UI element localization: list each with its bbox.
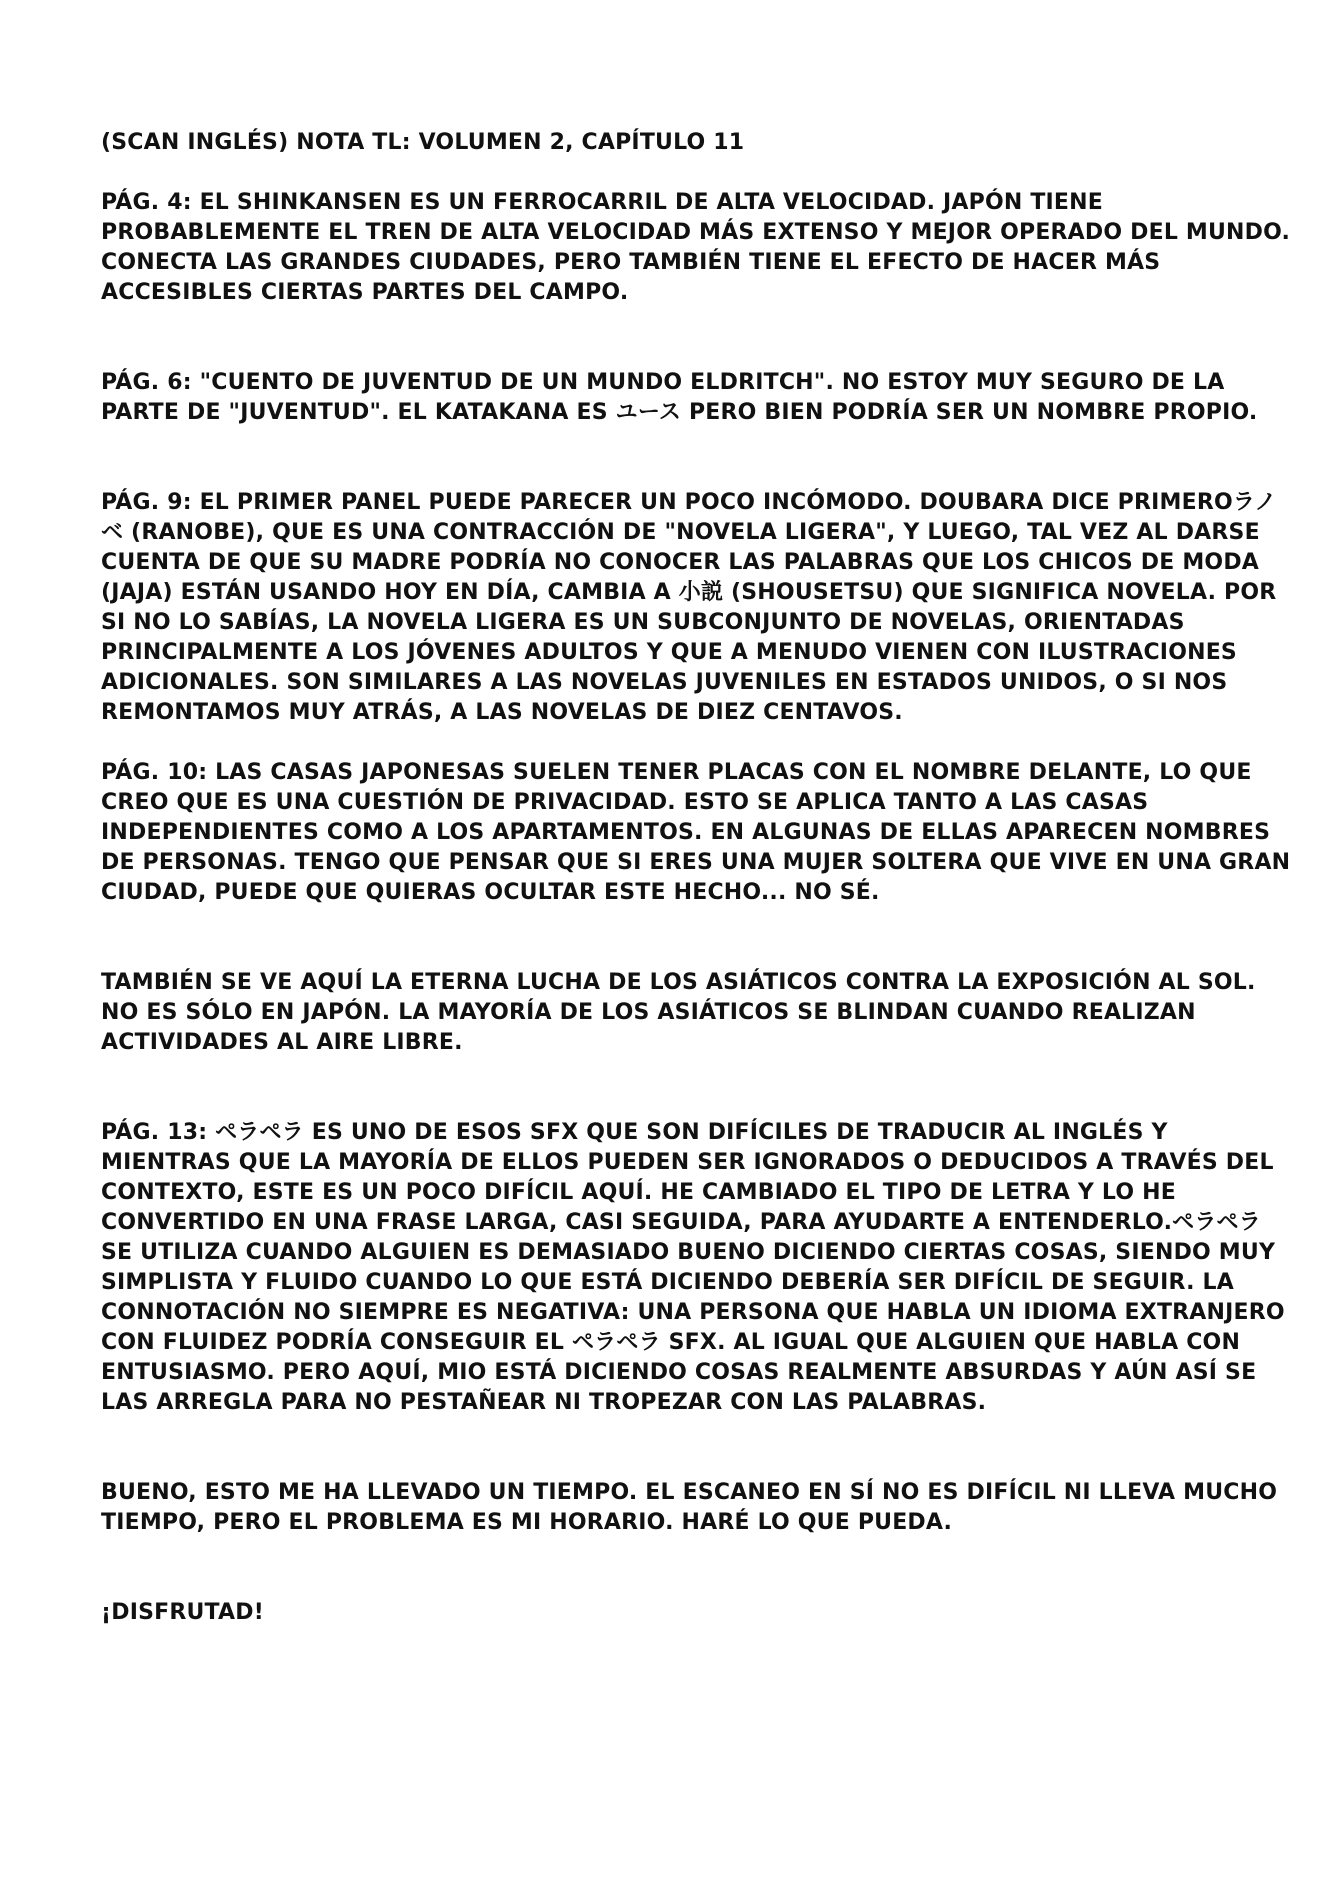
closing-remark: BUENO, ESTO ME HA LLEVADO UN TIEMPO. EL ESCANEO EN SÍ NO ES DIFÍCIL NI LLEVA MUCHO TIEMPO, PERO EL PROBLEMA ES MI HORARIO. HARÉ LO QUE PUEDA. <box>101 1480 1278 1535</box>
note-page-13: PÁG. 13: ペラペラ ES UNO DE ESOS SFX QUE SON DIFÍCILES DE TRADUCIR AL INGLÉS Y MIENTRAS QUE LA MAYORÍA DE ELLOS PUEDEN SER IGNORADOS O DEDUCIDOS A TRAVÉS DEL CONTEXTO, ESTE ES UN POCO DIFÍCIL AQUÍ. HE CAMBIADO EL TIPO DE LETRA Y LO HE CONVERTIDO EN UNA FRASE LARGA, CASI SEGUIDA, PARA AYUDARTE A ENTENDERLO.ペラペラ SE UTILIZA CUANDO ALGUIEN ES DEMASIADO BUENO DICIENDO CIERTAS COSAS, SIENDO MUY SIMPLISTA Y FLUIDO CUANDO LO QUE ESTÁ DICIENDO DEBERÍA SER DIFÍCIL DE SEGUIR. LA CONNOTACIÓN NO SIEMPRE ES NEGATIVA: UNA PERSONA QUE HABLA UN IDIOMA EXTRANJERO CON FLUIDEZ PODRÍA CONSEGUIR EL ペラペラ SFX. AL IGUAL QUE ALGUIEN QUE HABLA CON ENTUSIASMO. PERO AQUÍ, MIO ESTÁ DICIENDO COSAS REALMENTE ABSURDAS Y AÚN ASÍ SE LAS ARREGLA PARA NO PESTAÑEAR NI TROPEZAR CON LAS PALABRAS. <box>101 1120 1285 1415</box>
notes-header: (SCAN INGLÉS) NOTA TL: VOLUMEN 2, CAPÍTULO 11 <box>101 130 745 155</box>
enjoy-line: ¡DISFRUTAD! <box>101 1600 264 1625</box>
note-page-6: PÁG. 6: "CUENTO DE JUVENTUD DE UN MUNDO ELDRITCH". NO ESTOY MUY SEGURO DE LA PARTE DE "JUVENTUD". EL KATAKANA ES ユース PERO BIEN PODRÍA SER UN NOMBRE PROPIO. <box>101 370 1258 425</box>
note-page-9: PÁG. 9: EL PRIMER PANEL PUEDE PARECER UN POCO INCÓMODO. DOUBARA DICE PRIMEROラノベ (RANOBE), QUE ES UNA CONTRACCIÓN DE "NOVELA LIGERA", Y LUEGO, TAL VEZ AL DARSE CUENTA DE QUE SU MADRE PODRÍA NO CONOCER LAS PALABRAS QUE LOS CHICOS DE MODA (JAJA) ESTÁN USANDO HOY EN DÍA, CAMBIA A 小説 (SHOUSETSU) QUE SIGNIFICA NOVELA. POR SI NO LO SABÍAS, LA NOVELA LIGERA ES UN SUBCONJUNTO DE NOVELAS, ORIENTADAS PRINCIPALMENTE A LOS JÓVENES ADULTOS Y QUE A MENUDO VIENEN CON ILUSTRACIONES ADICIONALES. SON SIMILARES A LAS NOVELAS JUVENILES EN ESTADOS UNIDOS, O SI NOS REMONTAMOS MUY ATRÁS, A LAS NOVELAS DE DIEZ CENTAVOS. <box>101 490 1277 725</box>
note-page-10: PÁG. 10: LAS CASAS JAPONESAS SUELEN TENER PLACAS CON EL NOMBRE DELANTE, LO QUE CREO QUE ES UNA CUESTIÓN DE PRIVACIDAD. ESTO SE APLICA TANTO A LAS CASAS INDEPENDIENTES COMO A LOS APARTAMENTOS. EN ALGUNAS DE ELLAS APARECEN NOMBRES DE PERSONAS. TENGO QUE PENSAR QUE SI ERES UNA MUJER SOLTERA QUE VIVE EN UNA GRAN CIUDAD, PUEDE QUE QUIERAS OCULTAR ESTE HECHO... NO SÉ. <box>101 760 1291 905</box>
note-page-10-sun: TAMBIÉN SE VE AQUÍ LA ETERNA LUCHA DE LOS ASIÁTICOS CONTRA LA EXPOSICIÓN AL SOL. NO ES SÓLO EN JAPÓN. LA MAYORÍA DE LOS ASIÁTICOS SE BLINDAN CUANDO REALIZAN ACTIVIDADES AL AIRE LIBRE. <box>101 970 1256 1055</box>
note-page-4: PÁG. 4: EL SHINKANSEN ES UN FERROCARRIL DE ALTA VELOCIDAD. JAPÓN TIENE PROBABLEMENTE EL TREN DE ALTA VELOCIDAD MÁS EXTENSO Y MEJOR OPERADO DEL MUNDO. CONECTA LAS GRANDES CIUDADES, PERO TAMBIÉN TIENE EL EFECTO DE HACER MÁS ACCESIBLES CIERTAS PARTES DEL CAMPO. <box>101 190 1291 305</box>
